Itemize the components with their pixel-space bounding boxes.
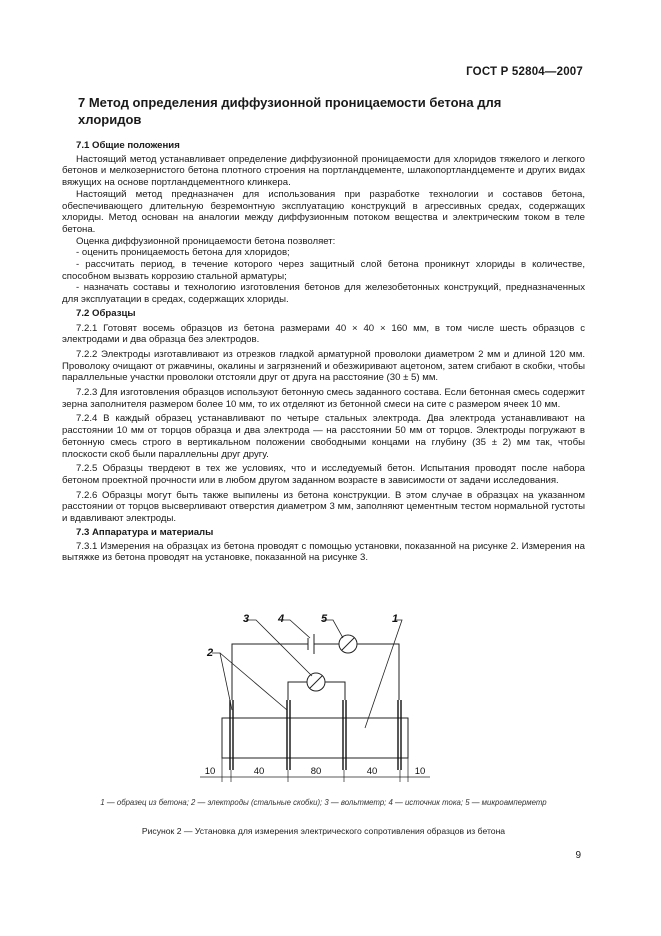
paragraph: Настоящий метод предназначен для использования при разработке технологии и составов бетона, обеспечивающего длительную безремонтную эксплуатацию конструкций в агрессивных средах, содержащих хлориды. Метод основан на аналогии между диффузионным потоком вещества и электрическим током в теле бетона.	[62, 188, 585, 235]
figure-caption: Рисунок 2 — Установка для измерения электрического сопротивления образцов из бетона	[141, 826, 506, 836]
component-labels	[206, 613, 398, 659]
label-3: 3	[242, 613, 250, 625]
paragraph: 7.2.6 Образцы могут быть также выпилены из бетона конструкции. В этом случае в образцах на указанном расстоянии от торцов высверливают отверстия диаметром 3 мм, заполняют цементным тестом нормальной густоты и вдавливают электроды.	[62, 489, 585, 525]
label-4: 4	[277, 613, 285, 625]
paragraph: 7.3.1 Измерения на образцах из бетона проводят с помощью установки, показанной на рисунке 2. Измерения на вытяжке из бетона проводят на установке, показанной на рисунке 3.	[62, 540, 585, 564]
paragraph: 7.2.3 Для изготовления образцов используют бетонную смесь заданного состава. Если бетонная смесь содержит зерна заполнителя размером более 10 мм, то их отделяют из бетонной смеси на сите с размером ячеек 10 мм.	[62, 387, 585, 410]
leader-lines	[212, 620, 402, 728]
dimension-labels	[205, 766, 426, 777]
paragraph: 7.2.4 В каждый образец устанавливают по четыре стальных электрода. Два электрода устанавливают на расстоянии 10 мм от торцов образца и два электрода — на расстоянии 50 мм от торцов. Электроды погружают в бетонную смесь строго в вертикальном положении свободными концами на глубину (35 ± 2) мм так, чтобы плоскости скоб были параллельны друг другу.	[62, 413, 585, 460]
dim-40-right: 40	[366, 766, 378, 777]
subsection-title-7-3: 7.3 Аппаратура и материалы	[76, 526, 214, 538]
figure-legend: 1 — образец из бетона; 2 — электроды (стальные скобки); 3 — вольтметр; 4 — источник тока; 5 — микроамперметр	[100, 798, 547, 807]
section-title: 7 Метод определения диффузионной проницаемости бетона для хлоридов	[78, 95, 502, 127]
label-5: 5	[320, 613, 328, 625]
dim-80: 80	[310, 766, 322, 777]
document-id: ГОСТ Р 52804—2007	[466, 66, 583, 78]
label-1: 1	[391, 613, 399, 625]
figure-2-diagram	[190, 610, 450, 790]
subsection-title-7-1: 7.1 Общие положения	[76, 140, 180, 151]
list-item: - назначать составы и технологию изготовления бетонов для железобетонных конструкций, предназначенных для эксплуатации в средах, содержащих хлориды.	[62, 282, 585, 306]
dim-10-right: 10	[414, 766, 426, 777]
list-item: - оценить проницаемость бетона для хлоридов;	[76, 247, 290, 259]
dim-10-left: 10	[204, 766, 216, 777]
document-body	[62, 138, 585, 564]
paragraph: Оценка диффузионной проницаемости бетона позволяет:	[76, 235, 336, 247]
dim-40-left: 40	[253, 766, 265, 777]
electrodes	[230, 700, 401, 770]
subsection-title-7-2: 7.2 Образцы	[76, 307, 136, 319]
label-2: 2	[206, 647, 214, 659]
paragraph: 7.2.5 Образцы твердеют в тех же условиях, что и исследуемый бетон. Испытания проводят после набора бетоном проектной прочности или в любом другом заданном возрасте в зависимости от задачи исследования.	[62, 463, 585, 486]
concrete-specimen	[222, 718, 408, 758]
paragraph: Настоящий метод устанавливает определение диффузионной проницаемости для хлоридов тяжелого и легкого бетонов и мелкозернистого бетона плотного строения на портландцементе, шлакопортландцементе и других видах вяжущих на основе портландцементного клинкера.	[62, 153, 585, 189]
list-item: - рассчитать период, в течение которого через защитный слой бетона проникнут хлориды в количестве, способном вызвать коррозию стальной арматуры;	[62, 259, 585, 282]
paragraph: 7.2.1 Готовят восемь образцов из бетона размерами 40 × 40 × 160 мм, в том числе шесть образцов с электродами и два образца без электродов.	[62, 322, 585, 346]
page-number: 9	[575, 850, 581, 861]
paragraph: 7.2.2 Электроды изготавливают из отрезков гладкой арматурной проволоки диаметром 2 мм и длиной 120 мм. Проволоку очищают от ржавчины, окалины и загрязнений и обезжиривают ацетоном, затем сгибают в скобки, чтобы параллельные участки проволоки отстояли друг от друга на расстояние (30 ± 5) мм.	[62, 348, 585, 384]
circuit-diagram	[190, 610, 450, 790]
